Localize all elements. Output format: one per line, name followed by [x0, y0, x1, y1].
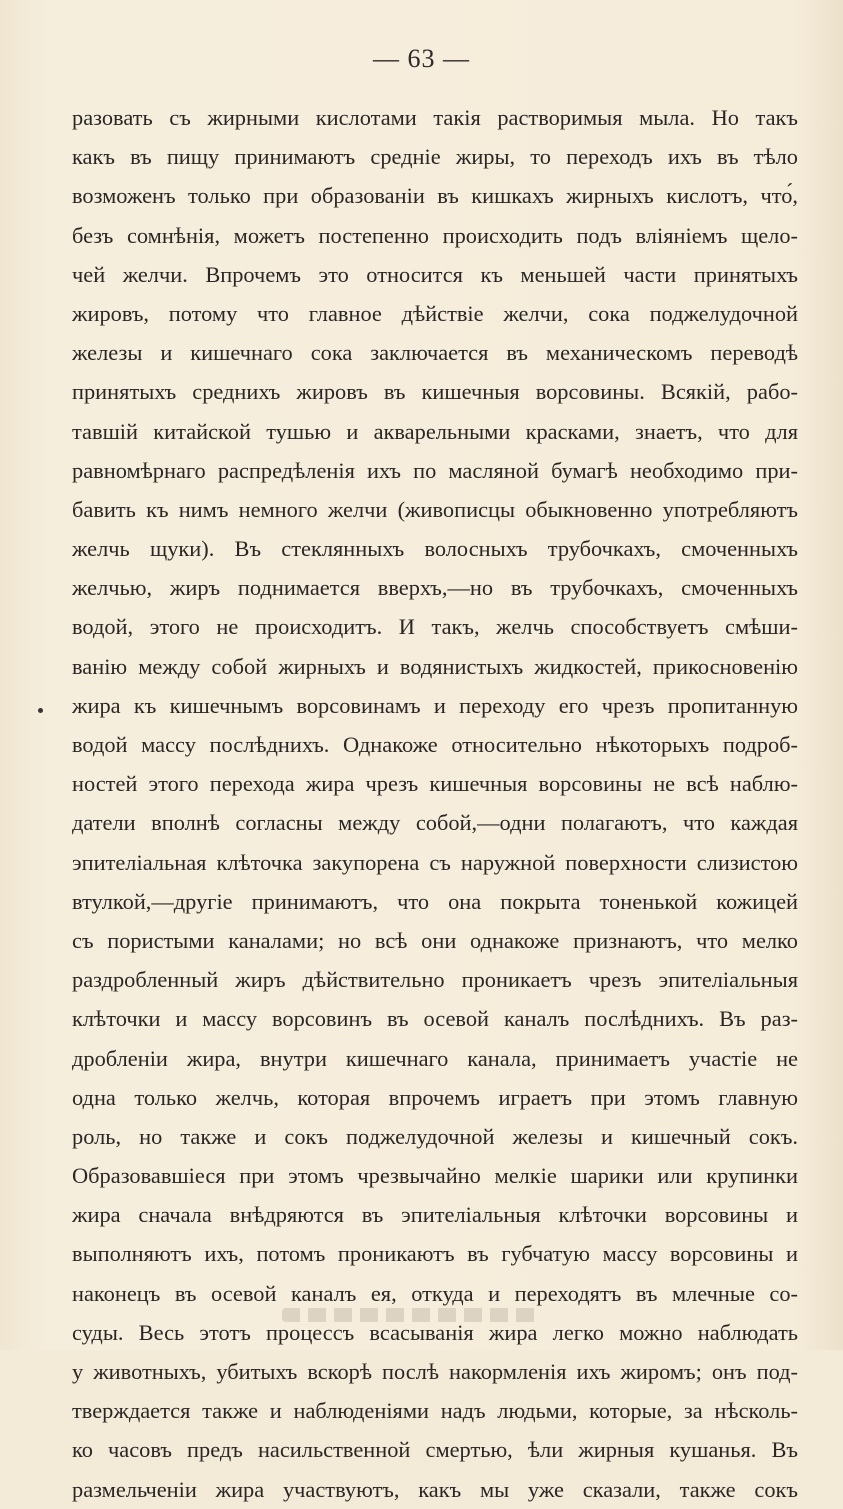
text-line: жира къ кишечнымъ ворсовинамъ и переходу его чрезъ пропитанную — [72, 692, 798, 718]
text-line: наконецъ въ осевой каналъ ея, откуда и переходятъ въ млечные со- — [72, 1280, 798, 1306]
text-line: возможенъ только при образованіи въ кишкахъ жирныхъ кислотъ, что́, — [72, 183, 798, 209]
text-line: ностей этого перехода жира чрезъ кишечныя ворсовины не всѣ наблю- — [72, 771, 798, 797]
text-line: тверждается также и наблюденіями надъ людьми, которые, за нѣсколь- — [72, 1398, 798, 1424]
text-line: одна только желчь, которая впрочемъ играетъ при этомъ главную — [72, 1084, 798, 1110]
text-line: какъ въ пищу принимаютъ средніе жиры, то переходъ ихъ въ тѣло — [72, 144, 798, 170]
text-line: ванію между собой жирныхъ и водянистыхъ жидкостей, прикосновенію — [72, 653, 798, 679]
text-line: желчь щуки). Въ стеклянныхъ волосныхъ трубочкахъ, смоченныхъ — [72, 536, 798, 562]
body-text — [72, 98, 798, 1509]
text-line: жировъ, потому что главное дѣйствіе желчи, сока поджелудочной — [72, 300, 798, 326]
text-line: принятыхъ среднихъ жировъ въ кишечныя ворсовины. Всякій, рабо- — [72, 379, 798, 405]
page-number: — 63 — — [373, 44, 470, 73]
text-line: роль, но также и сокъ поджелудочной железы и кишечный сокъ. — [72, 1123, 798, 1149]
text-line: дробленіи жира, внутри кишечнаго канала, принимаетъ участіе не — [72, 1045, 798, 1071]
margin-ink-dot — [38, 708, 43, 713]
text-line: размельченіи жира участвуютъ, какъ мы уже сказали, также сокъ — [72, 1476, 798, 1502]
text-line: жира сначала внѣдряются въ эпителіальныя клѣточки ворсовины и — [72, 1202, 798, 1228]
text-line: клѣточки и массу ворсовинъ въ осевой каналъ послѣднихъ. Въ раз- — [72, 1006, 798, 1032]
text-line: ко часовъ предъ насильственной смертью, ѣли жирныя кушанья. Въ — [72, 1437, 798, 1463]
text-line: водой, этого не происходитъ. И такъ, желчь способствуетъ смѣши- — [72, 614, 798, 640]
text-line: равномѣрнаго распредѣленія ихъ по масляной бумагѣ необходимо при- — [72, 457, 798, 483]
text-line: съ пористыми каналами; но всѣ они однакоже признаютъ, что мелко — [72, 927, 798, 953]
text-line: Образовавшіеся при этомъ чрезвычайно мелкіе шарики или крупинки — [72, 1163, 798, 1189]
text-line: втулкой,—другіе принимаютъ, что она покрыта тоненькой кожицей — [72, 888, 798, 914]
faded-bleed-through — [282, 1308, 542, 1322]
text-line: у животныхъ, убитыхъ вскорѣ послѣ накормленія ихъ жиромъ; онъ под- — [72, 1359, 798, 1384]
text-line: бавить къ нимъ немного желчи (живописцы обыкновенно употребляютъ — [72, 496, 798, 522]
text-line: датели вполнѣ согласны между собой,—одни полагаютъ, что каждая — [72, 810, 798, 836]
text-line: водой массу послѣднихъ. Однакоже относительно нѣкоторыхъ подроб- — [72, 732, 798, 757]
text-line: желчью, жиръ поднимается вверхъ,—но въ трубочкахъ, смоченныхъ — [72, 575, 798, 601]
text-line: железы и кишечнаго сока заключается въ механическомъ переводѣ — [72, 340, 798, 366]
text-line: разовать съ жирными кислотами такія растворимыя мыла. Но такъ — [72, 105, 798, 130]
text-line: эпителіальная клѣточка закупорена съ наружной поверхности слизистою — [72, 849, 798, 875]
text-line: безъ сомнѣнія, можетъ постепенно происходить подъ вліяніемъ щело- — [72, 222, 798, 248]
text-line: выполняютъ ихъ, потомъ проникаютъ въ губчатую массу ворсовины и — [72, 1241, 798, 1267]
text-line: тавшій китайской тушью и акварельными красками, знаетъ, что для — [72, 418, 798, 444]
text-line: суды. Весь этотъ процессъ всасыванія жира легко можно наблюдать — [72, 1319, 798, 1345]
text-line: раздробленный жиръ дѣйствительно проникаетъ чрезъ эпителіальныя — [72, 967, 798, 993]
text-line: чей желчи. Впрочемъ это относится къ меньшей части принятыхъ — [72, 261, 798, 287]
